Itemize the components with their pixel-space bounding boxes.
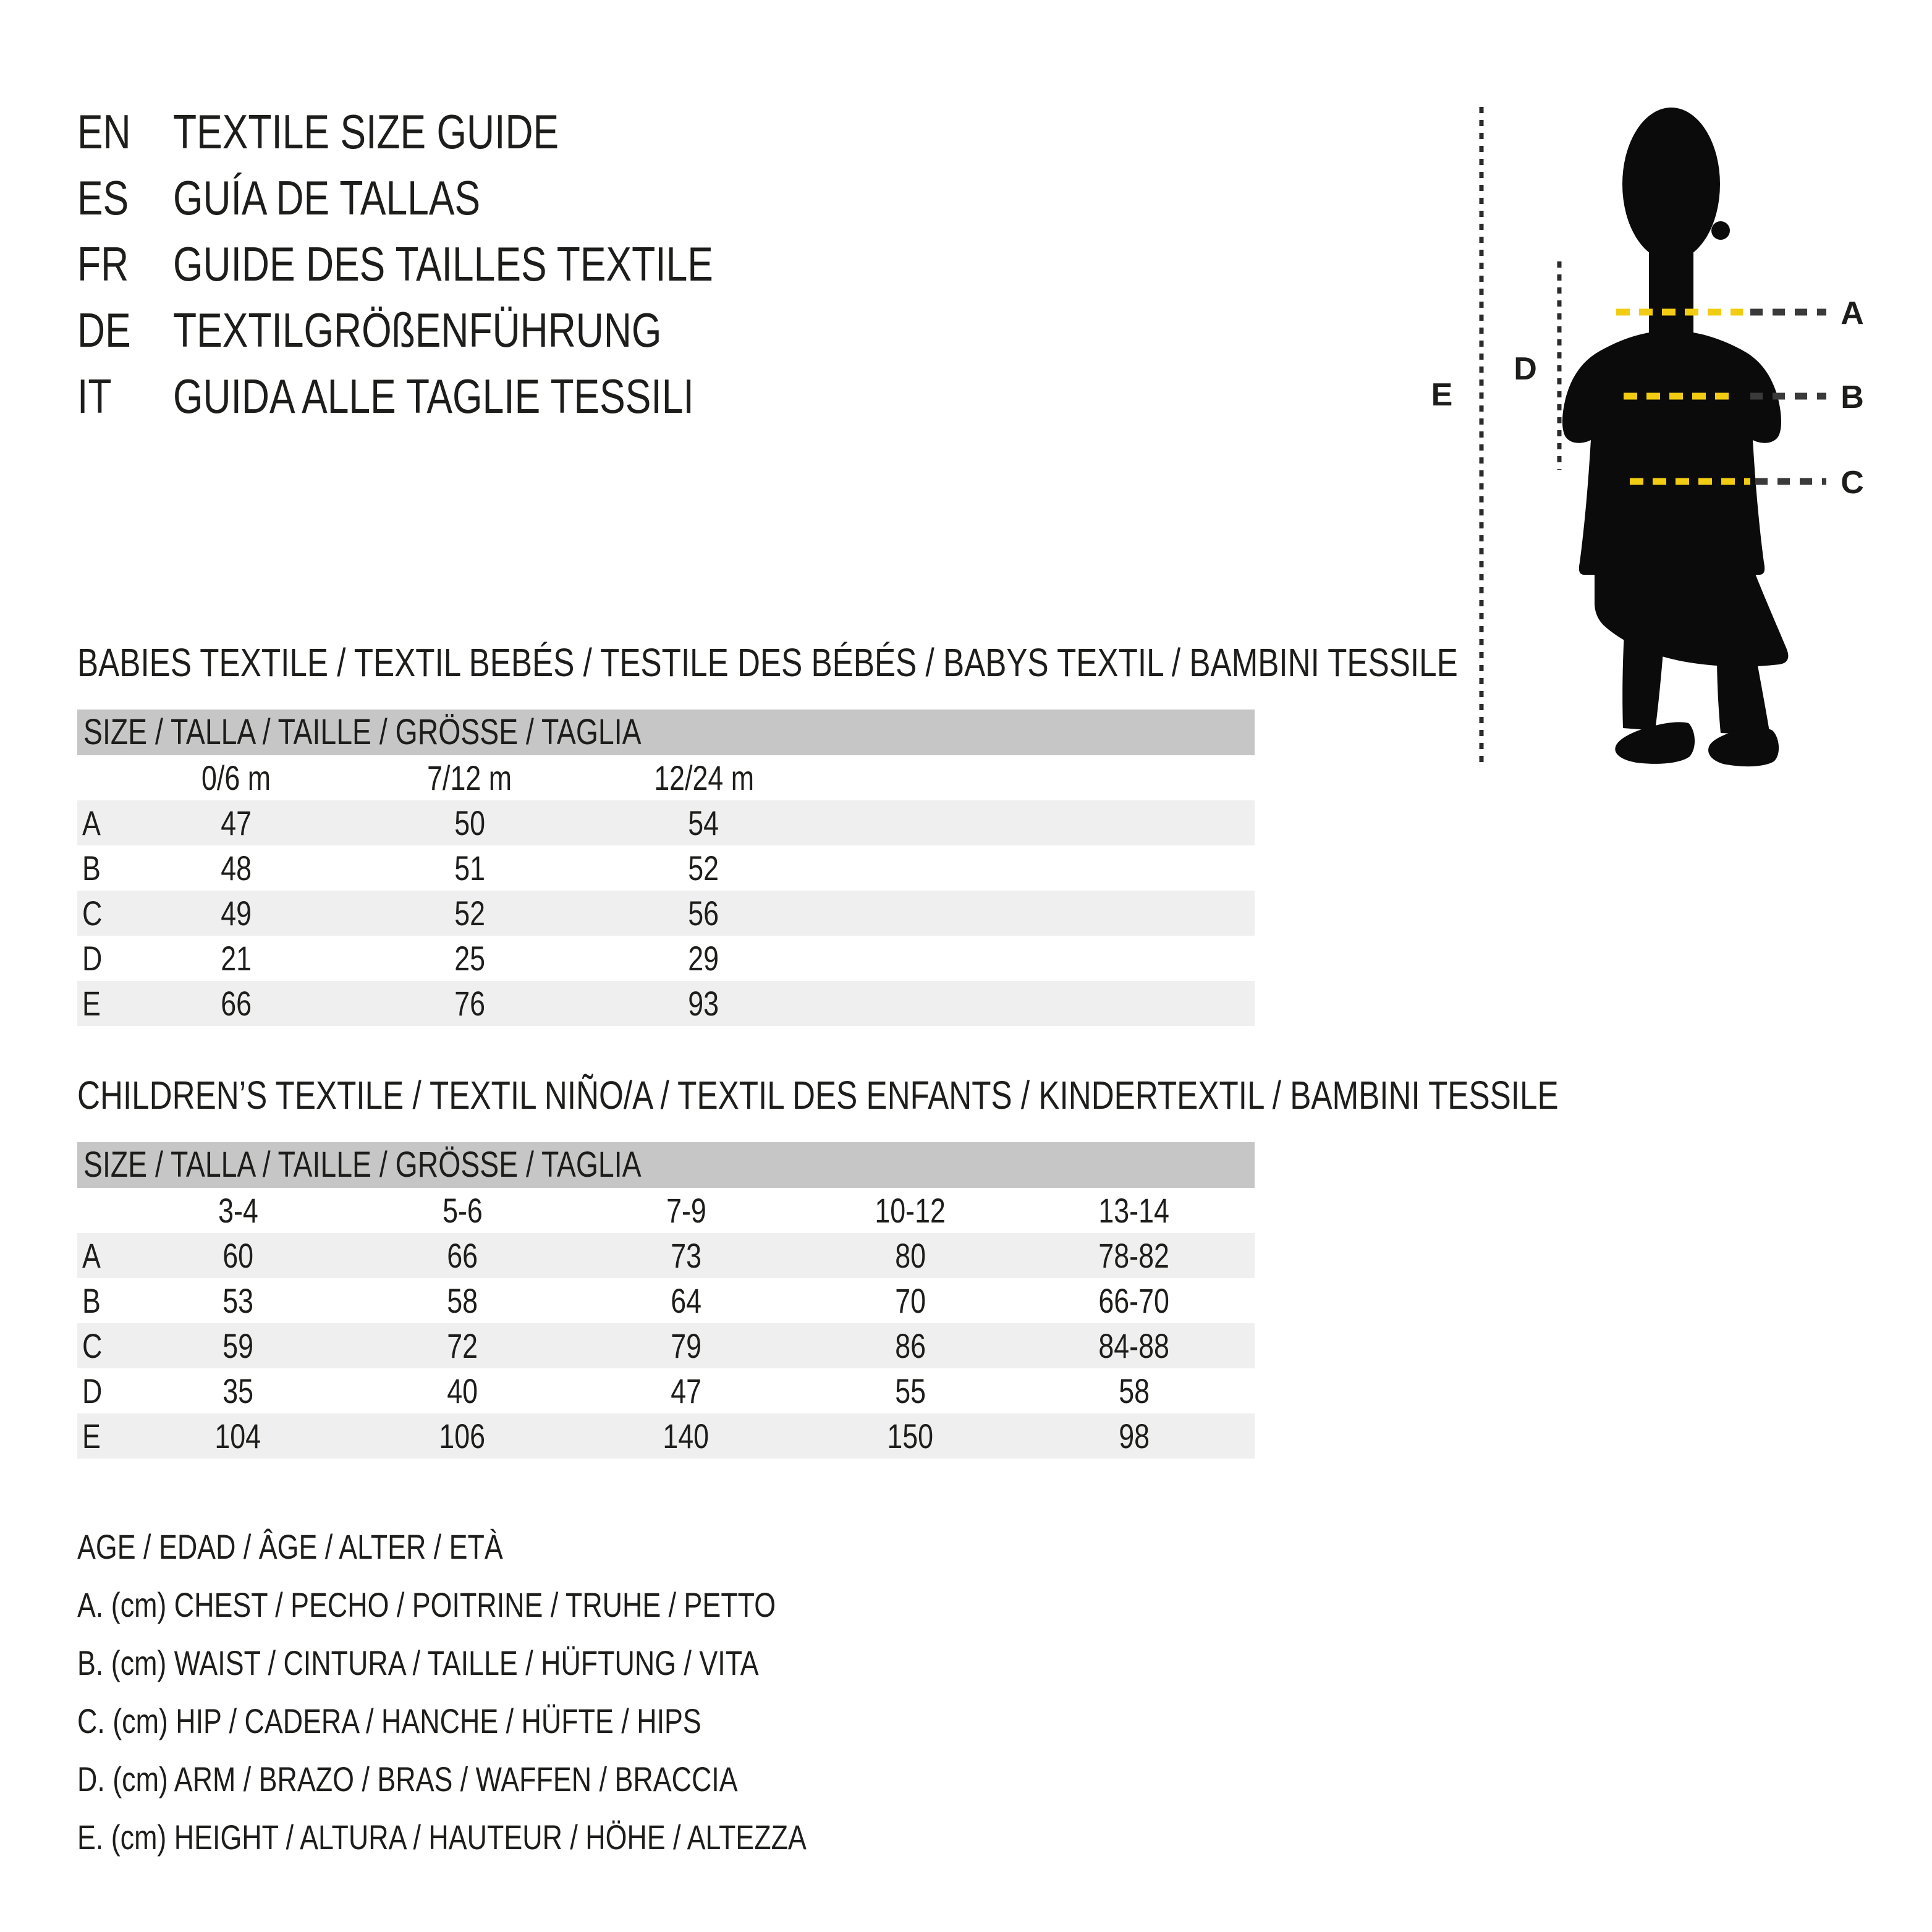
babies-column-header-row — [77, 755, 1255, 800]
lang-row-fr — [77, 231, 848, 297]
child-silhouette-diagram — [1409, 80, 1932, 791]
lang-title-it: GUIDA ALLE TAGLIE TESSILI — [173, 369, 694, 423]
babies-A-7-12m: 50 — [454, 803, 485, 842]
children-A-3-4: 60 — [222, 1236, 253, 1275]
children-D-3-4: 35 — [222, 1371, 253, 1410]
measurement-legend — [77, 1518, 989, 1866]
children-size-header-text: SIZE / TALLA / TAILLE / GRÖSSE / TAGLIA — [83, 1145, 642, 1185]
children-A-10-12: 80 — [895, 1236, 926, 1275]
babies-row-C — [77, 891, 1255, 936]
children-C-10-12: 86 — [895, 1326, 926, 1365]
babies-row-E — [77, 981, 1255, 1026]
babies-C-0-6m: 49 — [221, 894, 252, 933]
children-row-C-label: C — [82, 1326, 103, 1365]
babies-row-D — [77, 936, 1255, 981]
babies-row-C-label: C — [82, 894, 103, 933]
children-A-7-9: 73 — [671, 1236, 701, 1275]
children-E-5-6: 106 — [439, 1417, 486, 1455]
children-C-5-6: 72 — [447, 1326, 478, 1365]
legend-age — [77, 1518, 989, 1576]
children-col-7-9: 7-9 — [666, 1191, 706, 1230]
lang-code-fr: FR — [77, 237, 129, 291]
babies-E-12-24m: 93 — [688, 984, 719, 1023]
babies-size-header-bar — [77, 710, 1255, 755]
children-A-13-14: 78-82 — [1098, 1236, 1170, 1275]
children-C-13-14: 84-88 — [1098, 1326, 1170, 1365]
children-row-A-label: A — [82, 1236, 101, 1275]
babies-col-0-6m: 0/6 m — [201, 758, 271, 797]
legend-waist — [77, 1634, 989, 1692]
babies-row-A — [77, 800, 1255, 845]
babies-E-7-12m: 76 — [454, 984, 485, 1023]
label-B: B — [1841, 379, 1864, 415]
babies-section-title-text: BABIES TEXTILE / TEXTIL BEBÉS / TESTILE DES BÉBÉS / BABYS TEXTIL / BAMBINI TESSILE — [77, 640, 1458, 685]
babies-D-0-6m: 21 — [221, 939, 252, 978]
children-row-B-label: B — [82, 1281, 101, 1320]
children-col-13-14: 13-14 — [1098, 1191, 1170, 1230]
babies-size-header-text: SIZE / TALLA / TAILLE / GRÖSSE / TAGLIA — [83, 712, 642, 752]
children-A-5-6: 66 — [447, 1236, 478, 1275]
children-B-13-14: 66-70 — [1098, 1281, 1170, 1320]
children-size-header-bar — [77, 1142, 1255, 1188]
legend-chest-text: A. (cm) CHEST / PECHO / POITRINE / TRUHE / PETTO — [77, 1585, 776, 1624]
legend-age-text: AGE / EDAD / ÂGE / ALTER / ETÀ — [77, 1527, 503, 1566]
children-row-C — [77, 1323, 1255, 1368]
children-D-5-6: 40 — [447, 1371, 478, 1410]
babies-D-12-24m: 29 — [688, 939, 719, 978]
lang-code-de: DE — [77, 303, 131, 357]
label-C: C — [1841, 465, 1864, 501]
silhouette-torso — [1562, 331, 1781, 575]
babies-A-12-24m: 54 — [688, 803, 719, 842]
children-B-7-9: 64 — [671, 1281, 701, 1320]
children-section-title — [77, 1075, 1929, 1115]
children-column-header-row — [77, 1188, 1255, 1233]
children-D-10-12: 55 — [895, 1371, 926, 1410]
babies-B-0-6m: 48 — [221, 849, 252, 888]
silhouette-ear — [1711, 221, 1730, 240]
label-D: D — [1514, 351, 1537, 387]
babies-row-B-label: B — [82, 849, 101, 888]
babies-D-7-12m: 25 — [454, 939, 485, 978]
silhouette-head — [1622, 108, 1720, 261]
language-title-list — [77, 99, 848, 430]
lang-title-de: TEXTILGRÖßENFÜHRUNG — [173, 303, 662, 357]
children-E-13-14: 98 — [1119, 1417, 1150, 1455]
children-row-D-label: D — [82, 1371, 103, 1410]
babies-C-12-24m: 56 — [688, 894, 719, 933]
lang-code-it: IT — [77, 369, 112, 423]
lang-row-de — [77, 297, 848, 363]
children-row-E-label: E — [82, 1417, 101, 1455]
children-row-A — [77, 1233, 1255, 1278]
babies-row-B — [77, 845, 1255, 891]
lang-code-en: EN — [77, 104, 131, 159]
children-row-D — [77, 1368, 1255, 1413]
lang-row-es — [77, 165, 848, 231]
legend-height — [77, 1808, 989, 1866]
legend-waist-text: B. (cm) WAIST / CINTURA / TAILLE / HÜFTUNG / VITA — [77, 1643, 759, 1682]
lang-title-es: GUÍA DE TALLAS — [173, 171, 481, 225]
children-B-10-12: 70 — [895, 1281, 926, 1320]
babies-C-7-12m: 52 — [454, 894, 485, 933]
children-C-7-9: 79 — [671, 1326, 701, 1365]
lang-title-en: TEXTILE SIZE GUIDE — [173, 104, 559, 159]
babies-row-A-label: A — [82, 803, 101, 842]
children-E-10-12: 150 — [887, 1417, 934, 1455]
children-section-title-text: CHILDREN’S TEXTILE / TEXTIL NIÑO/A / TEXTIL DES ENFANTS / KINDERTEXTIL / BAMBINI TESSILE — [77, 1073, 1559, 1117]
babies-section-title — [77, 640, 1803, 685]
babies-A-0-6m: 47 — [221, 803, 252, 842]
legend-hip-text: C. (cm) HIP / CADERA / HANCHE / HÜFTE / HIPS — [77, 1701, 701, 1740]
measurement-figure — [1409, 80, 1932, 791]
label-A: A — [1841, 295, 1864, 331]
children-E-7-9: 140 — [663, 1417, 710, 1455]
babies-row-E-label: E — [82, 984, 101, 1023]
babies-B-12-24m: 52 — [688, 849, 719, 888]
babies-row-D-label: D — [82, 939, 103, 978]
children-D-13-14: 58 — [1119, 1371, 1150, 1410]
children-col-5-6: 5-6 — [442, 1191, 483, 1230]
babies-E-0-6m: 66 — [221, 984, 252, 1023]
children-D-7-9: 47 — [671, 1371, 701, 1410]
children-row-B — [77, 1278, 1255, 1323]
lang-row-it — [77, 363, 848, 430]
children-row-E — [77, 1413, 1255, 1459]
lang-code-es: ES — [77, 171, 129, 225]
children-B-5-6: 58 — [447, 1281, 478, 1320]
lang-title-fr: GUIDE DES TAILLES TEXTILE — [173, 237, 713, 291]
children-B-3-4: 53 — [222, 1281, 253, 1320]
silhouette-neck — [1649, 238, 1693, 340]
silhouette-left-shoe — [1615, 722, 1695, 763]
lang-row-en — [77, 99, 848, 165]
children-E-3-4: 104 — [214, 1417, 261, 1455]
legend-arm-text: D. (cm) ARM / BRAZO / BRAS / WAFFEN / BRACCIA — [77, 1760, 738, 1799]
legend-height-text: E. (cm) HEIGHT / ALTURA / HAUTEUR / HÖHE / ALTEZZA — [77, 1818, 807, 1857]
silhouette-right-shoe — [1708, 727, 1779, 766]
legend-arm — [77, 1750, 989, 1808]
babies-col-12-24m: 12/24 m — [654, 758, 755, 797]
legend-chest — [77, 1576, 989, 1634]
children-C-3-4: 59 — [222, 1326, 253, 1365]
children-col-10-12: 10-12 — [875, 1191, 946, 1230]
legend-hip — [77, 1692, 989, 1750]
children-col-3-4: 3-4 — [218, 1191, 258, 1230]
babies-col-7-12m: 7/12 m — [427, 758, 512, 797]
label-E: E — [1431, 377, 1453, 413]
babies-B-7-12m: 51 — [454, 849, 485, 888]
